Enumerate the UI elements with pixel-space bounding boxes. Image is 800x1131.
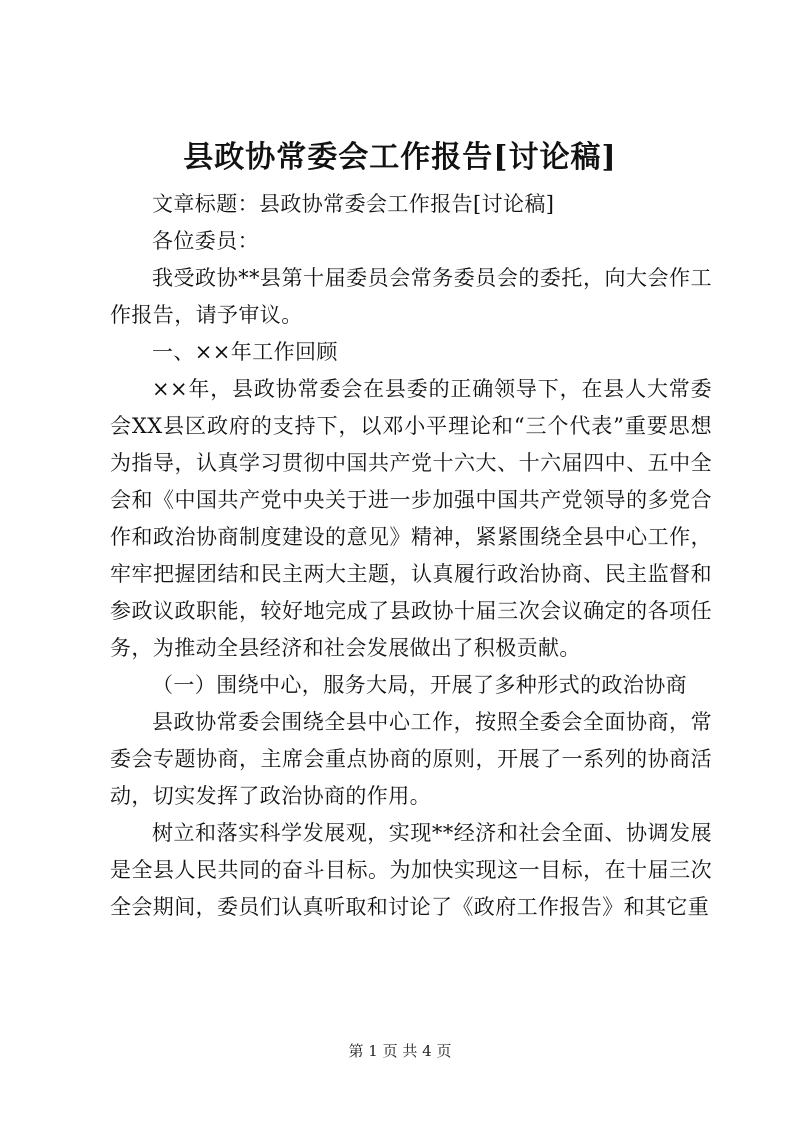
page-footer: 第 1 页 共 4 页 [348,1042,452,1060]
document-body [110,186,712,926]
intro-paragraph: 我受政协**县第十届委员会常务委员会的委托，向大会作工作报告，请予审议。 [110,266,712,327]
section-heading-1: 一、××年工作回顾 [152,340,338,364]
article-title-line: 文章标题：县政协常委会工作报告[讨论稿] [152,192,555,216]
document-title: 县政协常委会工作报告[讨论稿] [183,140,617,175]
subsection-heading-1: （一）围绕中心，服务大局，开展了多种形式的政治协商 [152,673,687,697]
consultation-paragraph: 县政协常委会围绕全县中心工作，按照全委会全面协商，常委会专题协商，主席会重点协商的原则，开展了一系列的协商活动，切实发挥了政治协商的作用。 [110,710,712,808]
review-paragraph: ××年，县政协常委会在县委的正确领导下，在县人大常委会XX县区政府的支持下，以邓小平理论和“三个代表”重要思想为指导，认真学习贯彻中国共产党十六大、十六届四中、五中全会和《中国共产党中央关于进一步加强中国共产党领导的多党合作和政治协商制度建设的意见》精神，紧紧围绕全县中心工作，牢牢把握团结和民主两大主题，认真履行政治协商、民主监督和参政议政职能，较好地完成了县政协十届三次会议确定的各项任务，为推动全县经济和社会发展做出了积极贡献。 [110,377,712,660]
salutation: 各位委员： [152,229,259,253]
development-paragraph: 树立和落实科学发展观，实现**经济和社会全面、协调发展是全县人民共同的奋斗目标。为加快实现这一目标，在十届三次全会期间，委员们认真听取和讨论了《政府工作报告》和其它重 [110,821,712,919]
